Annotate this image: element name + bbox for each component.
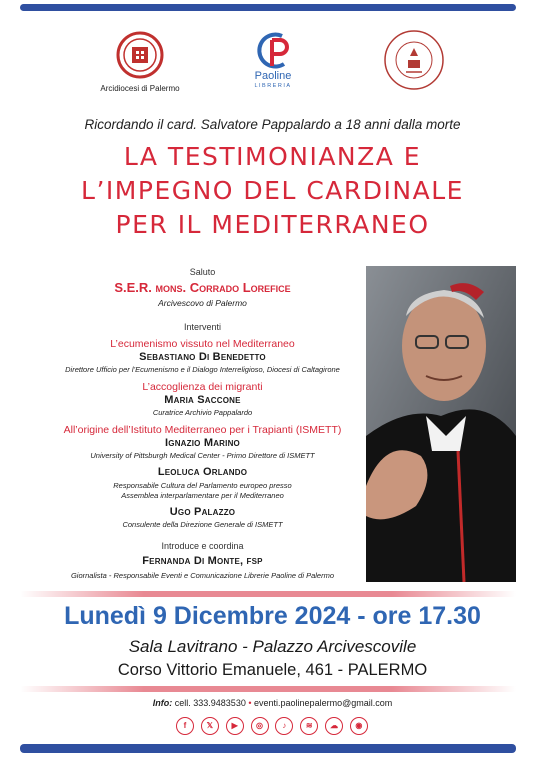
- moderator-label: Introduce e coordina: [161, 541, 244, 551]
- cardinal-photo: [366, 266, 516, 582]
- info-separator: •: [248, 698, 252, 708]
- speaker-5-name: Ugo Palazzo: [169, 506, 236, 518]
- info-phone: cell. 333.9483530: [174, 698, 246, 708]
- tiktok-icon[interactable]: ♪: [275, 717, 293, 735]
- instagram-icon[interactable]: ◎: [251, 717, 269, 735]
- event-subtitle: Ricordando il card. Salvatore Pappalardo a 18 anni dalla morte: [84, 117, 461, 132]
- divider-bottom: [20, 686, 516, 692]
- x-icon[interactable]: 𝕏: [201, 717, 219, 735]
- speaker-1-name: Sebastiano Di Benedetto: [139, 351, 266, 363]
- moderator-name: Fernanda Di Monte, fsp: [142, 555, 263, 567]
- archdiocese-caption: Arcidiocesi di Palermo: [100, 84, 180, 93]
- divider-top: [20, 591, 516, 597]
- podcast-icon[interactable]: ◉: [350, 717, 368, 735]
- interventi-label: Interventi: [183, 322, 222, 332]
- social-icons-row: [176, 717, 368, 735]
- bottom-border-bar: [20, 744, 516, 753]
- top-border-bar: [20, 4, 516, 11]
- theological-faculty-seal-logo: [382, 28, 446, 92]
- speaker-4-role-2: Assemblea interparlamentare per il Mediterraneo: [121, 491, 284, 500]
- paoline-logo-name: Paoline: [254, 70, 292, 82]
- facebook-icon[interactable]: f: [176, 717, 194, 735]
- spotify-icon[interactable]: ≋: [300, 717, 318, 735]
- event-date: Lunedì 9 Dicembre 2024 - ore 17.30: [64, 602, 481, 630]
- saluto-role: Arcivescovo di Palermo: [158, 298, 247, 308]
- speaker-2-name: Maria Saccone: [164, 394, 241, 406]
- speaker-3-role: University of Pittsburgh Medical Center - Primo Direttore di ISMETT: [90, 451, 315, 460]
- saluto-label: Saluto: [189, 267, 216, 277]
- speaker-1-role: Direttore Ufficio per l’Ecumenismo e il Dialogo Interreligioso, Diocesi di Caltagirone: [65, 365, 340, 374]
- speaker-4-name: Leoluca Orlando: [157, 466, 248, 478]
- paoline-logo-sub: LIBRERIA: [254, 83, 292, 89]
- speaker-4-role: Responsabile Cultura del Parlamento europeo presso: [113, 481, 292, 490]
- speaker-3-topic: All’origine dell’Istituto Mediterraneo per i Trapianti (ISMETT): [63, 424, 342, 436]
- paoline-logo-mark: [252, 30, 298, 70]
- speaker-1-topic: L’ecumenismo vissuto nel Mediterraneo: [110, 338, 295, 350]
- info-label: Info:: [152, 698, 173, 708]
- event-address: Corso Vittorio Emanuele, 461 - PALERMO: [117, 661, 428, 679]
- speaker-5-role: Consulente della Direzione Generale di ISMETT: [122, 520, 283, 529]
- title-line-2: L’IMPEGNO DEL CARDINALE: [81, 176, 464, 205]
- soundcloud-icon[interactable]: ☁: [325, 717, 343, 735]
- info-email[interactable]: eventi.paolinepalermo@gmail.com: [254, 698, 393, 708]
- youtube-icon[interactable]: ▶: [226, 717, 244, 735]
- event-venue: Sala Lavitrano - Palazzo Arcivescovile: [128, 637, 417, 656]
- saluto-name: S.E.R. mons. Corrado Lorefice: [114, 280, 291, 295]
- speaker-2-topic: L’accoglienza dei migranti: [142, 381, 263, 393]
- moderator-role: Giornalista - Responsabile Eventi e Comunicazione Librerie Paoline di Palermo: [70, 571, 335, 580]
- title-line-3: PER IL MEDITERRANEO: [115, 210, 430, 239]
- archdiocese-seal-logo: [112, 30, 168, 80]
- title-line-1: LA TESTIMONIANZA E: [123, 142, 422, 171]
- speaker-2-role: Curatrice Archivio Pappalardo: [152, 408, 253, 417]
- info-line: [0, 698, 545, 708]
- speaker-3-name: Ignazio Marino: [165, 437, 240, 449]
